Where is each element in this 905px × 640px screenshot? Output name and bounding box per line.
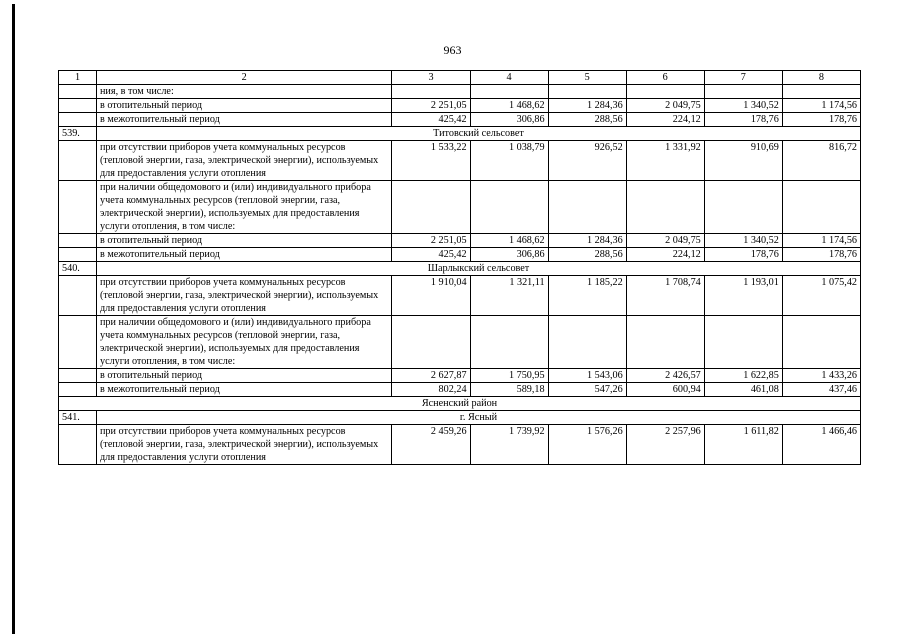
description-cell: в отопительный период [96, 234, 391, 248]
value-cell: 178,76 [704, 113, 782, 127]
value-cell: 1 576,26 [548, 425, 626, 465]
value-cell: 1 340,52 [704, 99, 782, 113]
section-row [59, 411, 861, 425]
section-row [59, 127, 861, 141]
value-cell [548, 181, 626, 234]
table-row [59, 425, 861, 465]
value-cell: 1 193,01 [704, 276, 782, 316]
value-cell: 461,08 [704, 383, 782, 397]
row-number-cell [59, 425, 97, 465]
value-cell [470, 85, 548, 99]
row-number-cell [59, 369, 97, 383]
value-cell [626, 85, 704, 99]
value-cell: 1 468,62 [470, 99, 548, 113]
description-cell: при отсутствии приборов учета коммунальных ресурсов (тепловой энергии, газа, электрической энергии), используемых для предоставления услуги отопления [96, 276, 391, 316]
row-number-cell [59, 181, 97, 234]
header-cell: 2 [96, 71, 391, 85]
description-cell: при наличии общедомового и (или) индивидуального прибора учета коммунальных ресурсов (тепловой энергии, газа, электрической энергии), используемых для предоставления услуги отопления, в том числе: [96, 181, 391, 234]
value-cell: 600,94 [626, 383, 704, 397]
value-cell: 2 257,96 [626, 425, 704, 465]
value-cell: 2 251,05 [392, 234, 470, 248]
value-cell: 816,72 [782, 141, 860, 181]
header-cell: 7 [704, 71, 782, 85]
value-cell: 2 426,57 [626, 369, 704, 383]
table-row [59, 113, 861, 127]
value-cell [470, 316, 548, 369]
value-cell: 178,76 [704, 248, 782, 262]
table-row [59, 99, 861, 113]
value-cell: 1 433,26 [782, 369, 860, 383]
value-cell: 1 708,74 [626, 276, 704, 316]
section-row [59, 262, 861, 276]
value-cell [704, 316, 782, 369]
scan-edge-line [12, 4, 15, 634]
header-cell: 6 [626, 71, 704, 85]
header-cell: 3 [392, 71, 470, 85]
value-cell: 2 459,26 [392, 425, 470, 465]
value-cell: 1 739,92 [470, 425, 548, 465]
value-cell: 306,86 [470, 248, 548, 262]
section-title-cell: г. Ясный [96, 411, 860, 425]
row-number-cell [59, 99, 97, 113]
table-row [59, 276, 861, 316]
value-cell [782, 85, 860, 99]
description-cell: при отсутствии приборов учета коммунальных ресурсов (тепловой энергии, газа, электрической энергии), используемых для предоставления услуги отопления [96, 425, 391, 465]
value-cell: 1 340,52 [704, 234, 782, 248]
value-cell: 1 533,22 [392, 141, 470, 181]
value-cell: 437,46 [782, 383, 860, 397]
value-cell: 926,52 [548, 141, 626, 181]
tariff-table [58, 70, 861, 465]
section-title-cell: Титовский сельсовет [96, 127, 860, 141]
value-cell [782, 181, 860, 234]
description-cell: в межотопительный период [96, 248, 391, 262]
value-cell: 224,12 [626, 113, 704, 127]
section-number-cell: 541. [59, 411, 97, 425]
value-cell: 1 466,46 [782, 425, 860, 465]
value-cell: 1 468,62 [470, 234, 548, 248]
value-cell [704, 85, 782, 99]
value-cell: 1 185,22 [548, 276, 626, 316]
value-cell [470, 181, 548, 234]
header-cell: 8 [782, 71, 860, 85]
district-title-cell: Ясненский район [59, 397, 861, 411]
value-cell: 547,26 [548, 383, 626, 397]
row-number-cell [59, 383, 97, 397]
value-cell [548, 85, 626, 99]
row-number-cell [59, 113, 97, 127]
value-cell: 1 284,36 [548, 99, 626, 113]
value-cell [392, 316, 470, 369]
value-cell: 1 174,56 [782, 234, 860, 248]
value-cell: 224,12 [626, 248, 704, 262]
description-cell: в межотопительный период [96, 113, 391, 127]
row-number-cell [59, 316, 97, 369]
value-cell: 1 321,11 [470, 276, 548, 316]
table-row [59, 234, 861, 248]
table-row [59, 141, 861, 181]
district-row [59, 397, 861, 411]
header-cell: 5 [548, 71, 626, 85]
description-cell: при наличии общедомового и (или) индивидуального прибора учета коммунальных ресурсов (тепловой энергии, газа, электрической энергии), используемых для предоставления услуги отопления, в том числе: [96, 316, 391, 369]
value-cell: 178,76 [782, 248, 860, 262]
value-cell: 910,69 [704, 141, 782, 181]
value-cell [392, 85, 470, 99]
section-title-cell: Шарлыкский сельсовет [96, 262, 860, 276]
value-cell: 1 075,42 [782, 276, 860, 316]
page-number: 963 [443, 43, 462, 57]
value-cell [626, 316, 704, 369]
header-cell: 1 [59, 71, 97, 85]
table-row [59, 248, 861, 262]
value-cell: 1 611,82 [704, 425, 782, 465]
row-number-cell [59, 141, 97, 181]
table-row [59, 316, 861, 369]
description-cell: в отопительный период [96, 369, 391, 383]
row-number-cell [59, 276, 97, 316]
table-header-row [59, 71, 861, 85]
value-cell: 425,42 [392, 248, 470, 262]
value-cell [626, 181, 704, 234]
value-cell [548, 316, 626, 369]
value-cell: 2 049,75 [626, 99, 704, 113]
value-cell: 1 284,36 [548, 234, 626, 248]
value-cell [392, 181, 470, 234]
value-cell: 288,56 [548, 248, 626, 262]
value-cell: 425,42 [392, 113, 470, 127]
section-number-cell: 540. [59, 262, 97, 276]
description-cell: при отсутствии приборов учета коммунальных ресурсов (тепловой энергии, газа, электрической энергии), используемых для предоставления услуги отопления [96, 141, 391, 181]
value-cell: 1 910,04 [392, 276, 470, 316]
table-row [59, 369, 861, 383]
description-cell: в межотопительный период [96, 383, 391, 397]
section-number-cell: 539. [59, 127, 97, 141]
value-cell [704, 181, 782, 234]
value-cell [782, 316, 860, 369]
row-number-cell [59, 248, 97, 262]
row-number-cell [59, 85, 97, 99]
value-cell: 178,76 [782, 113, 860, 127]
value-cell: 2 049,75 [626, 234, 704, 248]
value-cell: 306,86 [470, 113, 548, 127]
header-cell: 4 [470, 71, 548, 85]
description-cell: ния, в том числе: [96, 85, 391, 99]
value-cell: 2 251,05 [392, 99, 470, 113]
value-cell: 802,24 [392, 383, 470, 397]
value-cell: 1 543,06 [548, 369, 626, 383]
value-cell: 1 750,95 [470, 369, 548, 383]
table-row [59, 383, 861, 397]
value-cell: 1 038,79 [470, 141, 548, 181]
value-cell: 1 622,85 [704, 369, 782, 383]
value-cell: 2 627,87 [392, 369, 470, 383]
table-row [59, 181, 861, 234]
value-cell: 1 174,56 [782, 99, 860, 113]
value-cell: 288,56 [548, 113, 626, 127]
row-number-cell [59, 234, 97, 248]
description-cell: в отопительный период [96, 99, 391, 113]
value-cell: 1 331,92 [626, 141, 704, 181]
table-row [59, 85, 861, 99]
value-cell: 589,18 [470, 383, 548, 397]
